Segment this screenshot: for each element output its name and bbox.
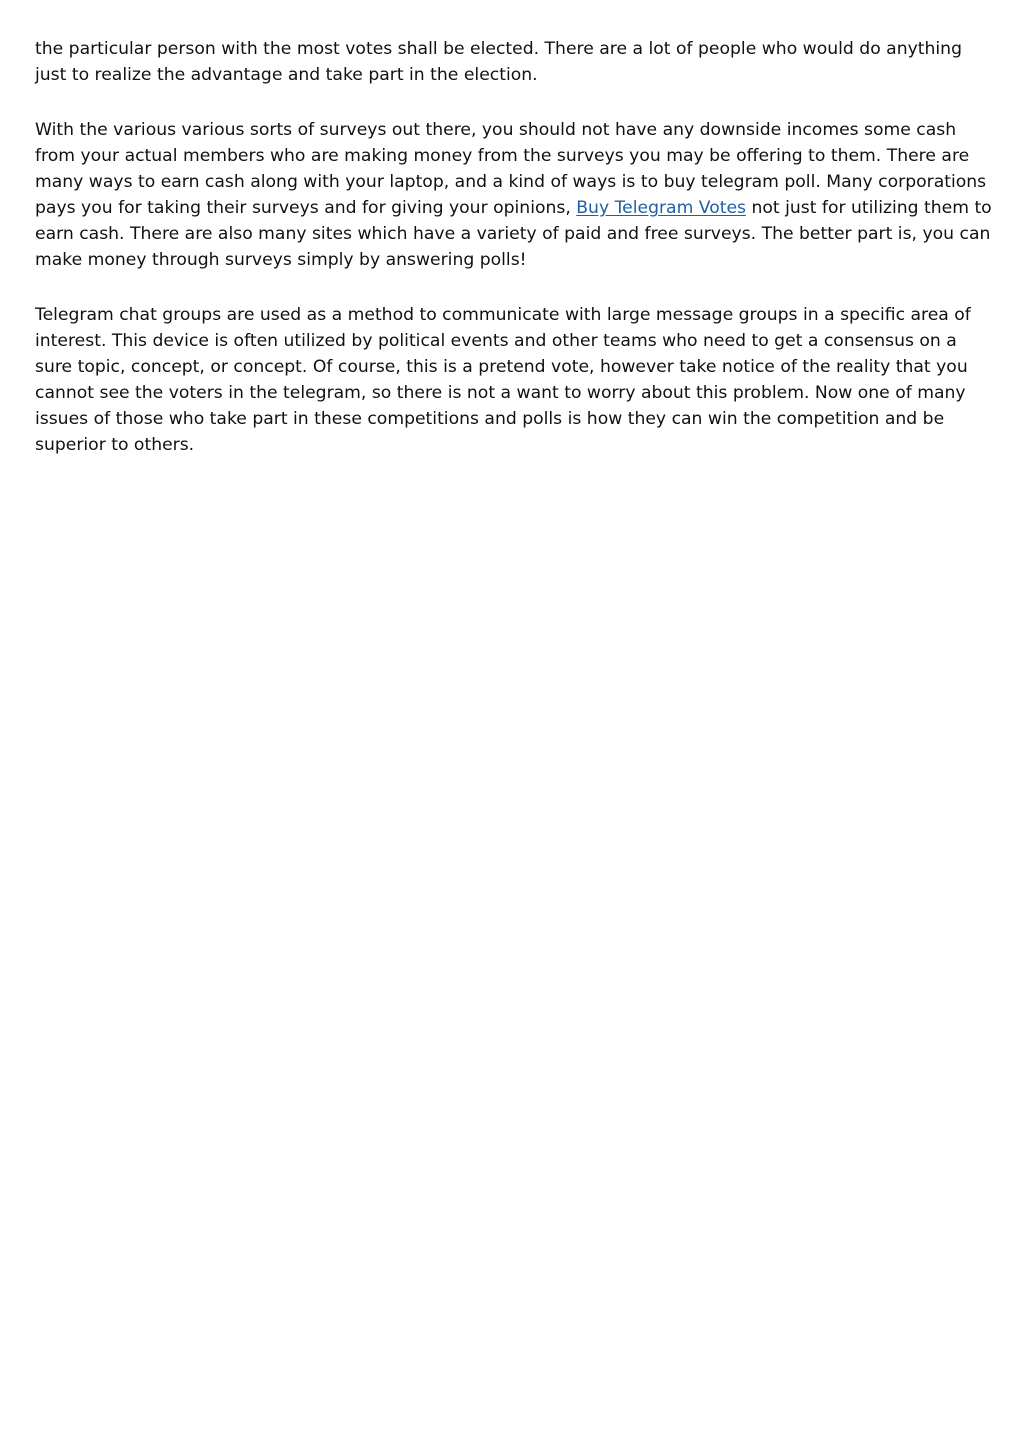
paragraph-surveys (35, 117, 995, 273)
paragraph-telegram-chat-groups: Telegram chat groups are used as a method to communicate with large message groups in a specific area of interest. This device is often utilized by political events and other teams who need to get a consensus on a sure topic, concept, or concept. Of course, this is a pretend vote, however take notice of the reality that you cannot see the voters in the telegram, so there is not a want to worry about this problem. Now one of many issues of those who take part in these competitions and polls is how they can win the competition and be superior to others. (35, 305, 971, 455)
paragraph-surveys-text-after-link: not just for utilizing them to earn cash. There are also many sites which have a variety of paid and free surveys. The better part is, you can make money through surveys simply by answering polls! (35, 198, 992, 270)
paragraph-surveys-text-before-link: With the various various sorts of surveys out there, you should not have any downside incomes some cash from your actual members who are making money from the surveys you may be offering to them. There are many ways to earn cash along with your laptop, and a kind of ways is to buy telegram poll. Many corporations pays you for taking their surveys and for giving your opinions, (35, 120, 987, 218)
document-page (35, 36, 995, 487)
buy-telegram-votes-link[interactable]: Buy Telegram Votes (576, 198, 747, 218)
paragraph-election: the particular person with the most votes shall be elected. There are a lot of people who would do anything just to realize the advantage and take part in the election. (35, 39, 962, 85)
